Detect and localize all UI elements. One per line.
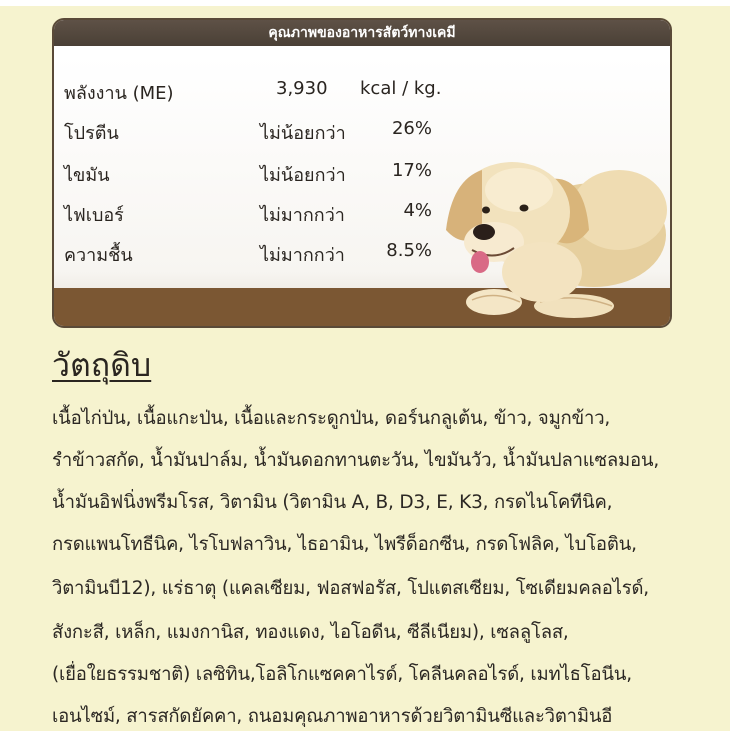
nutrient-value: 8.5% (386, 240, 432, 261)
ingredients-heading: วัตถุดิบ (52, 346, 152, 384)
puppy-illustration (424, 140, 676, 320)
nutrient-value: 26% (391, 118, 432, 139)
nutrient-qualifier: ไม่มากกว่า (260, 245, 345, 266)
nutrient-value: 3,930 (276, 78, 328, 99)
nutrient-unit: kcal / kg. (360, 78, 442, 99)
ingredients-line: วิตามินบี12), แร่ธาตุ (แคลเซียม, ฟอสฟอรัส, โปแตสเซียม, โซเดียมคลอไรด์, (52, 578, 649, 599)
nutrient-name: โปรตีน (64, 123, 119, 144)
ingredients-line: สังกะสี, เหล็ก, แมงกานิส, ทองแดง, ไอโอดีน, ซีลีเนียม), เซลลูโลส, (52, 622, 569, 643)
nutrient-name: ความชื้น (64, 245, 133, 266)
ingredients-line: เอนไซม์, สารสกัดยัคคา, ถนอมคุณภาพอาหารด้วยวิตามินซีและวิตามินอี (52, 706, 613, 727)
nutrient-value: 17% (391, 160, 432, 181)
top-border (0, 0, 730, 6)
nutrient-value: 4% (403, 200, 432, 221)
nutrient-qualifier: ไม่น้อยกว่า (260, 123, 346, 144)
nutrient-qualifier: ไม่น้อยกว่า (260, 165, 346, 186)
ingredients-line: รำข้าวสกัด, น้ำมันปาล์ม, น้ำมันดอกทานตะวัน, ไขมันวัว, น้ำมันปลาแซลมอน, (52, 450, 660, 471)
nutrient-name: พลังงาน (ME) (64, 83, 174, 104)
ingredients-line: กรดแพนโทธีนิค, ไรโบฟลาวิน, ไธอามิน, ไพรีด็อกซีน, กรดโฟลิค, ไบโอติน, (52, 534, 637, 555)
nutrient-name: ไฟเบอร์ (64, 205, 124, 226)
ingredients-line: (เยื่อใยธรรมชาติ) เลซิทิน,โอลิโกแซคคาไรด์, โคลีนคลอไรด์, เมทไธโอนีน, (52, 664, 632, 685)
nutrient-qualifier: ไม่มากกว่า (260, 205, 345, 226)
nutrition-title: คุณภาพของอาหารสัตว์ทางเคมี (54, 20, 670, 46)
nutrient-name: ไขมัน (64, 165, 110, 186)
ingredients-line: น้ำมันอิฟนิ่งพรีมโรส, วิตามิน (วิตามิน A, B, D3, E, K3, กรดไนโคทีนิค, (52, 492, 613, 513)
ingredients-line: เนื้อไก่ป่น, เนื้อแกะป่น, เนื้อและกระดูกป่น, ดอร์นกลูเต้น, ข้าว, จมูกข้าว, (52, 408, 611, 429)
